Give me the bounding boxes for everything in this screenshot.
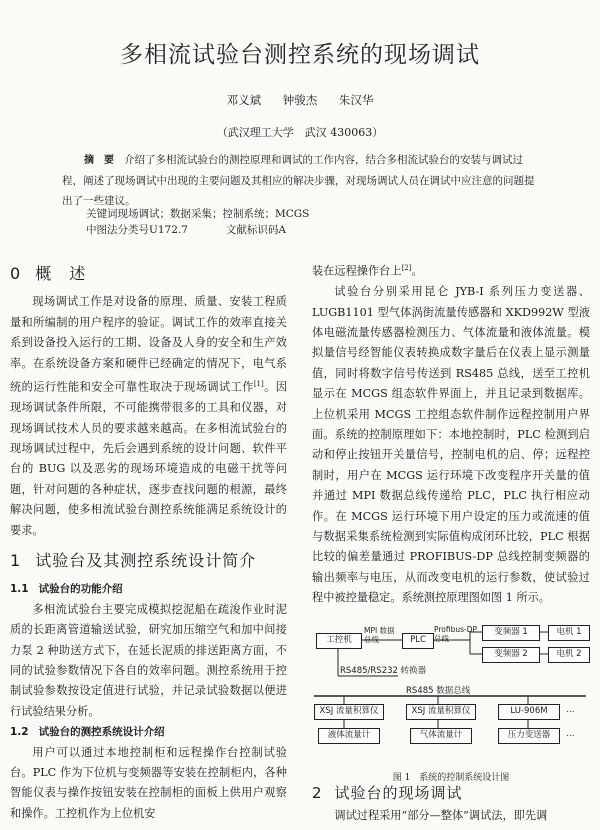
doc-code-value: A bbox=[278, 224, 287, 236]
classification-line bbox=[86, 222, 286, 237]
rs485-bus-label: RS485 数据总线 bbox=[406, 686, 471, 696]
plc-box: PLC bbox=[402, 633, 434, 649]
subsection-heading-1-1: 1.1 试验台的功能介绍 bbox=[10, 583, 123, 596]
paragraph-overview: 现场调试工作是对设备的原理、质量、安装工程质量和所编制的用户程序的验证。调试工作的效率直接关系到设备投入运行的工期、设备及人身的安全和生产效率。在系统设备方案和硬件已经确定的情况下，电气系统的运行性能和安全可靠性取决于现场调试工作[1]。因现场调试条件所限，不可能携带很多的工具和仪器，对现场调试技术人员的要求越来越高。在多相流试验台的现场调试过程中，先后会遇到系统的设计问题、软件平台的 BUG 以及恶劣的现场环境造成的电磁干扰等问题，针对问题的各种症状，逐步查找问题的根源，最终解决问题，使多相流试验台测控系统能满足系统设计的要求。 bbox=[10, 295, 287, 537]
gas-flowmeter-box: 气体流量计 bbox=[410, 728, 472, 744]
pressure-transmitter-box: 压力变送器 bbox=[498, 728, 560, 744]
motor-2-box: 电机 2 bbox=[548, 647, 590, 663]
affiliation: （武汉理工大学 武汉 430063） bbox=[216, 126, 384, 139]
keywords-label: 关键词 bbox=[86, 208, 118, 220]
subsection-heading-1-2: 1.2 试验台的测控系统设计介绍 bbox=[10, 726, 165, 739]
citation: [1] bbox=[253, 380, 264, 389]
class-label: 中图法分类号 bbox=[86, 224, 149, 236]
lu-906m-box: LU-906M bbox=[498, 704, 560, 720]
paragraph-debug-method: 调试过程采用“部分—整体”调试法，即先调 bbox=[334, 809, 548, 822]
xsj-integrator-2-box: XSJ 流量积算仪 bbox=[406, 704, 476, 720]
paper-title: 多相流试验台测控系统的现场调试 bbox=[120, 42, 480, 68]
paragraph-continued: 装在远程操作台上[2]。 bbox=[312, 264, 423, 278]
section-heading-0: 0 概 述 bbox=[10, 264, 87, 283]
paragraph-function: 多相流试验台主要完成模拟挖泥船在疏浚作业时泥质的长距离管道输送试验，研究加压缩空气和加中间接力泵 2 种助送方式下，在延长泥质的排送距离方面，不同的试验参数情况下各自的效率问题。测控系统用于控制试验参数按设定值进行试验，并记录试验数据以便进行试验结果分析。 bbox=[10, 602, 287, 718]
author: 邓义斌 bbox=[226, 93, 262, 107]
section-heading-2: 2 试验台的现场调试 bbox=[312, 784, 463, 802]
author: 朱汉华 bbox=[338, 93, 374, 107]
author: 钟骏杰 bbox=[282, 93, 318, 107]
motor-1-box: 电机 1 bbox=[548, 625, 590, 641]
section-heading-1: 1 试验台及其测控系统设计简介 bbox=[10, 551, 257, 571]
converter-label: RS485/RS232 转换器 bbox=[340, 666, 427, 676]
ellipsis-2: … bbox=[566, 729, 575, 739]
xsj-integrator-1-box: XSJ 流量积算仪 bbox=[314, 704, 384, 720]
ipc-box: 工控机 bbox=[316, 633, 362, 649]
profibus-label: Profibus-DP 总线 bbox=[434, 625, 478, 643]
paragraph-sensors: 试验台分别采用昆仑 JYB-I 系列压力变送器、LUGB1101 型气体涡街流量传感器和 XKD992W 型液体电磁流量传感器检测压力、气体流量和液体流量。模拟量信号经智能仪表转换成数字量后在仪表上显示测量值，同时将数字信号传送到 RS485 总线，送至工控机显示在 MCGS 组态软件界面上，并且记录到数据库。上位机采用 MCGS 工控组态软件制作远程控制用户界面。系统的控制原理如下：本地控制时，PLC 检测到启动和停止按钮开关量信号，控制电机的启、停；远程控制时，用户在 MCGS 运行环境下改变程序开关量的值并通过 MPI 数据总线传递给 PLC，PLC 执行相应动作。在 MCGS 运行环境下用户设定的压力或流速的值与数据采集系统检测到实际值构成闭环比较，PLC 根据比较的偏差量通过 PROFIBUS-DP 总线控制变频器的输出频率与电压，从而改变电机的运行参数，使试验过程中被控量稳定。系统测控原理图如图 1 所示。 bbox=[312, 285, 590, 605]
citation: [2] bbox=[401, 264, 412, 272]
control-system-diagram bbox=[314, 624, 590, 762]
keywords-line bbox=[86, 206, 309, 221]
abstract-label: 摘 要 bbox=[84, 155, 114, 166]
keywords: 现场调试；数据采集；控制系统；MCGS bbox=[117, 208, 310, 220]
author-list bbox=[0, 92, 600, 108]
paragraph-control-design: 用户可以通过本地控制柜和远程操作台控制试验台。PLC 作为下位机与变频器等安装在控制柜内，各种智能仪表与操作按钮安装在控制柜的面板上供用户观察和操作。工控机作为上位机安 bbox=[10, 745, 287, 820]
left-column bbox=[10, 264, 287, 824]
liquid-flowmeter-box: 液体流量计 bbox=[318, 728, 380, 744]
abstract bbox=[62, 150, 540, 211]
ellipsis-1: … bbox=[566, 705, 575, 715]
class-value: U172.7 bbox=[149, 224, 188, 236]
inverter-1-box: 变频器 1 bbox=[482, 625, 540, 641]
right-column bbox=[312, 258, 590, 609]
abstract-text: 介绍了多相流试验台的测控原理和调试的工作内容，结合多相流试验台的安装与调试过程，阐述了现场调试中出现的主要问题及其相应的解决步骤，对现场调试人员在调试中应注意的问题提出了一些建议。 bbox=[62, 154, 535, 207]
doc-code-label: 文献标识码 bbox=[225, 224, 279, 236]
inverter-2-box: 变频器 2 bbox=[482, 647, 540, 663]
figure-caption: 图 1 系统的控制系统设计图 bbox=[392, 773, 510, 783]
mpi-bus-label: MPI 数据总线 bbox=[364, 626, 395, 644]
